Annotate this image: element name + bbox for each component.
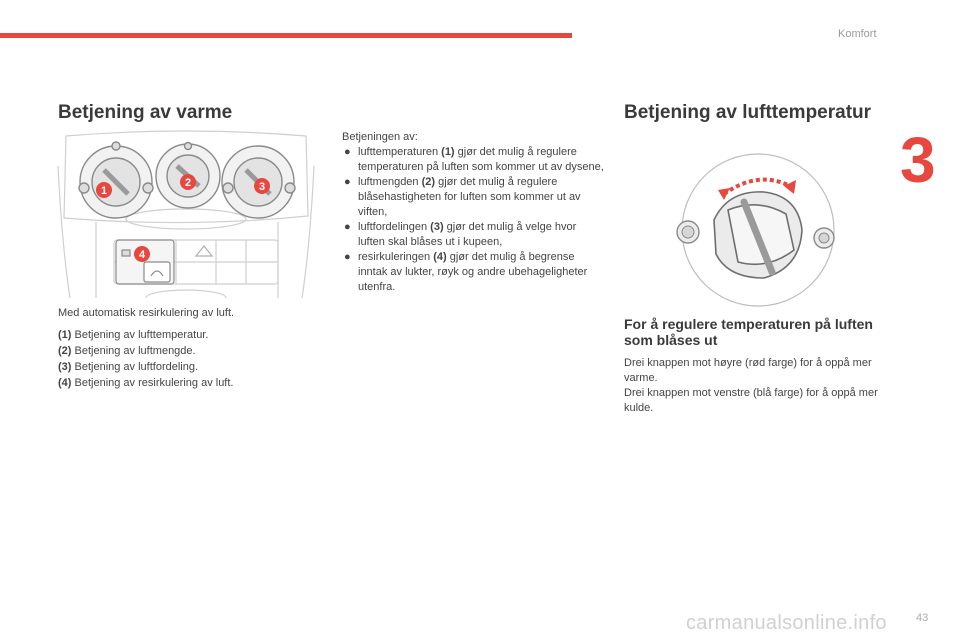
item-text: gjør det mulig å begrense inntak av lukter, røyk og andre ubehageligheter utenfra. bbox=[358, 251, 588, 293]
item-text: lufttemperaturen bbox=[358, 146, 442, 158]
legend-num: (3) bbox=[58, 361, 72, 373]
bullet-icon: ● bbox=[344, 221, 351, 233]
marker-2-label: 2 bbox=[184, 177, 192, 189]
controls-legend bbox=[58, 327, 308, 391]
item-ref: (2) bbox=[421, 176, 436, 188]
legend-text: Betjening av luftmengde. bbox=[71, 345, 196, 357]
instruction-warmer: Drei knappen mot høyre (rød farge) for å oppå mer varme. bbox=[624, 357, 872, 384]
bullet-icon: ● bbox=[344, 176, 351, 188]
item-text: gjør det mulig å velge hvor luften skal blåses ut i kupeen, bbox=[358, 221, 577, 248]
heating-controls-heading: Betjening av varme bbox=[58, 102, 233, 123]
description-item-temperature bbox=[342, 145, 604, 175]
section-label: Komfort bbox=[838, 28, 877, 40]
marker-3 bbox=[254, 178, 270, 194]
air-temperature-heading: Betjening av lufttemperatur bbox=[624, 102, 872, 123]
item-text: gjør det mulig å regulere blåsehastigheten for luften som kommer ut av viften, bbox=[358, 176, 581, 218]
instruction-colder: Drei knappen mot venstre (blå farge) for å oppå mer kulde. bbox=[624, 387, 878, 414]
item-ref: (1) bbox=[441, 146, 455, 158]
bullet-icon: ● bbox=[344, 146, 351, 158]
description-item-airflow bbox=[342, 175, 604, 220]
description-intro: Betjeningen av: bbox=[342, 131, 418, 143]
legend-num: (4) bbox=[58, 377, 72, 389]
item-text: gjør det mulig å regulere temperaturen på luften som kommer ut av dysene, bbox=[358, 146, 604, 173]
header-accent-bar bbox=[0, 33, 572, 38]
item-ref: (4) bbox=[433, 251, 447, 263]
marker-2 bbox=[180, 174, 196, 190]
heater-panel-illustration bbox=[56, 126, 316, 298]
legend-item-3 bbox=[58, 359, 308, 375]
legend-text: Betjening av luftfordeling. bbox=[71, 361, 199, 373]
legend-item-2 bbox=[58, 343, 308, 359]
legend-num: (1) bbox=[58, 329, 72, 341]
description-list bbox=[342, 145, 604, 295]
item-ref: (3) bbox=[430, 221, 444, 233]
item-text: resirkuleringen bbox=[358, 251, 434, 263]
page-number: 43 bbox=[916, 612, 929, 624]
item-text: luftmengden bbox=[358, 176, 422, 188]
legend-num: (2) bbox=[58, 345, 72, 357]
adjust-temperature-text bbox=[624, 356, 894, 416]
marker-3-label: 3 bbox=[258, 181, 266, 193]
description-item-distribution bbox=[342, 220, 604, 250]
marker-4-label: 4 bbox=[138, 249, 146, 261]
legend-item-4 bbox=[58, 375, 308, 391]
temperature-knob-illustration bbox=[668, 150, 848, 310]
knob-body bbox=[714, 192, 802, 278]
watermark-text: carmanualsonline.info bbox=[686, 612, 887, 634]
marker-1-label: 1 bbox=[100, 185, 108, 197]
marker-4 bbox=[134, 246, 150, 262]
legend-item-1 bbox=[58, 327, 308, 343]
adjust-temperature-subheading: For å regulere temperaturen på luften som blåses ut bbox=[624, 316, 873, 348]
hazard-button-drawing bbox=[196, 246, 212, 256]
legend-text: Betjening av resirkulering av luft. bbox=[71, 377, 234, 389]
illustration-caption: Med automatisk resirkulering av luft. bbox=[58, 307, 235, 319]
controls-description bbox=[342, 130, 604, 295]
item-text: luftfordelingen bbox=[358, 221, 431, 233]
marker-1 bbox=[96, 182, 112, 198]
legend-text: Betjening av lufttemperatur. bbox=[71, 329, 209, 341]
chapter-number: 3 bbox=[900, 124, 936, 196]
bullet-icon: ● bbox=[344, 251, 351, 263]
description-item-recirculation bbox=[342, 250, 604, 295]
temperature-knob-drawing bbox=[79, 142, 153, 218]
